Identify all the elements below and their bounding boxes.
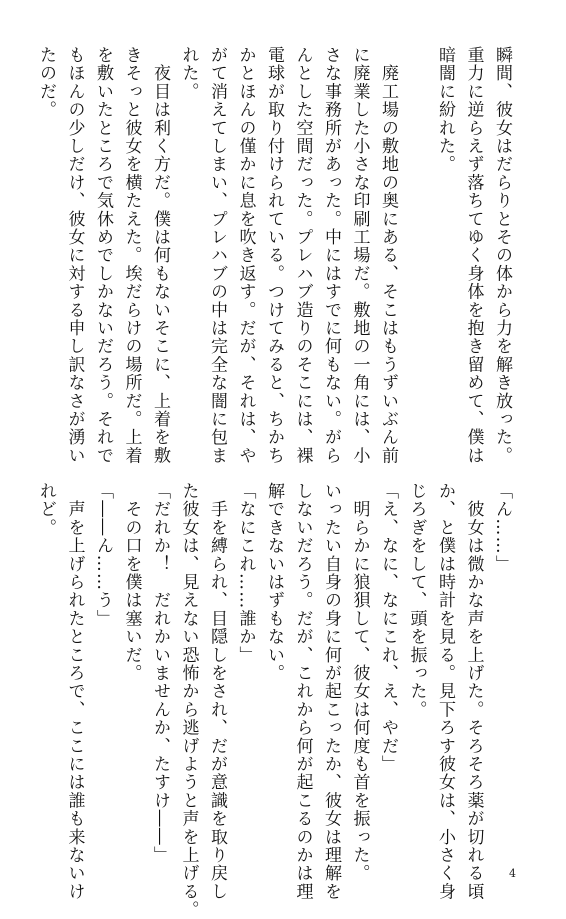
text-line: 廃工場の敷地の奥にある、そこはもうずいぶん前 xyxy=(378,46,398,465)
text-line: 明らかに狼狽して、彼女は何度も首を振った。 xyxy=(349,482,370,883)
text-line: 彼女は微かな声を上げた。そろそろ薬が切れる頃 xyxy=(463,482,484,901)
text-line: 電球が取り付けられている。つけてみると、ちかち xyxy=(264,46,284,465)
text-line: きそっと彼女を横たえた。埃だらけの場所だ。上着 xyxy=(121,46,142,465)
text-line: を敷いたところで気休めでしかないだろう。それで xyxy=(93,46,113,465)
text-line: た彼女は、見えない恐怖から逃げようと声を上げる。 xyxy=(178,482,199,919)
text-line: 「なにこれ……誰か」 xyxy=(235,482,256,664)
text-line: んとした空間だった。プレハブ造りのそこには、裸 xyxy=(292,46,313,465)
text-line: 暗闇に紛れた。 xyxy=(435,46,455,174)
text-line: 「ん……」 xyxy=(492,482,512,573)
text-line: か、と僕は時計を見る。見下ろす彼女は、小さく身 xyxy=(435,482,455,901)
text-line: 夜目は利く方だ。僕は何もないそこに、上着を敷 xyxy=(150,46,170,465)
text-line: 声を上げられたところで、ここには誰も来ないけ xyxy=(64,482,85,901)
text-line: じろぎをして、頭を振った。 xyxy=(406,482,427,719)
text-line: れた。 xyxy=(178,46,199,101)
text-line: しないだろう。だが、これから何が起こるのかは理 xyxy=(292,482,313,901)
text-line: いったい自身の身に何が起こったか、彼女は理解を xyxy=(321,482,341,901)
lower-text-block xyxy=(32,482,517,919)
text-line: がて消えてしまい、プレハブの中は完全な闇に包ま xyxy=(207,46,227,465)
text-line: その口を僕は塞いだ。 xyxy=(121,482,142,683)
text-line xyxy=(402,46,431,446)
upper-text-block xyxy=(32,46,517,465)
text-line: 解できないはずもない。 xyxy=(264,482,284,683)
page-number: 4 xyxy=(509,867,516,880)
text-line: 「え、なに、なにこれ、え、やだ」 xyxy=(378,482,398,774)
text-line: たのだ。 xyxy=(36,46,56,119)
text-line: 「だれか！ だれかいませんか、たすけ――」 xyxy=(150,482,170,865)
text-line: 手を縛られ、目隠しをされ、だが意識を取り戻し xyxy=(207,482,227,901)
text-line: 「――ん……う」 xyxy=(93,482,113,628)
text-line: さな事務所があった。中にはすでに何もない。がら xyxy=(321,46,341,465)
text-line: もほんの少しだけ、彼女に対する申し訳なさが湧い xyxy=(64,46,85,465)
text-line: れど。 xyxy=(36,482,56,537)
text-line: に廃業した小さな印刷工場だ。敷地の一角には、小 xyxy=(349,46,370,465)
text-line: かとほんの僅かに息を吹き返す。だが、それは、や xyxy=(235,46,256,465)
text-line: 瞬間、彼女はだらりとその体から力を解き放った。 xyxy=(492,46,512,465)
text-line: 重力に逆らえず落ちてゆく身体を抱き留めて、僕は xyxy=(463,46,484,465)
